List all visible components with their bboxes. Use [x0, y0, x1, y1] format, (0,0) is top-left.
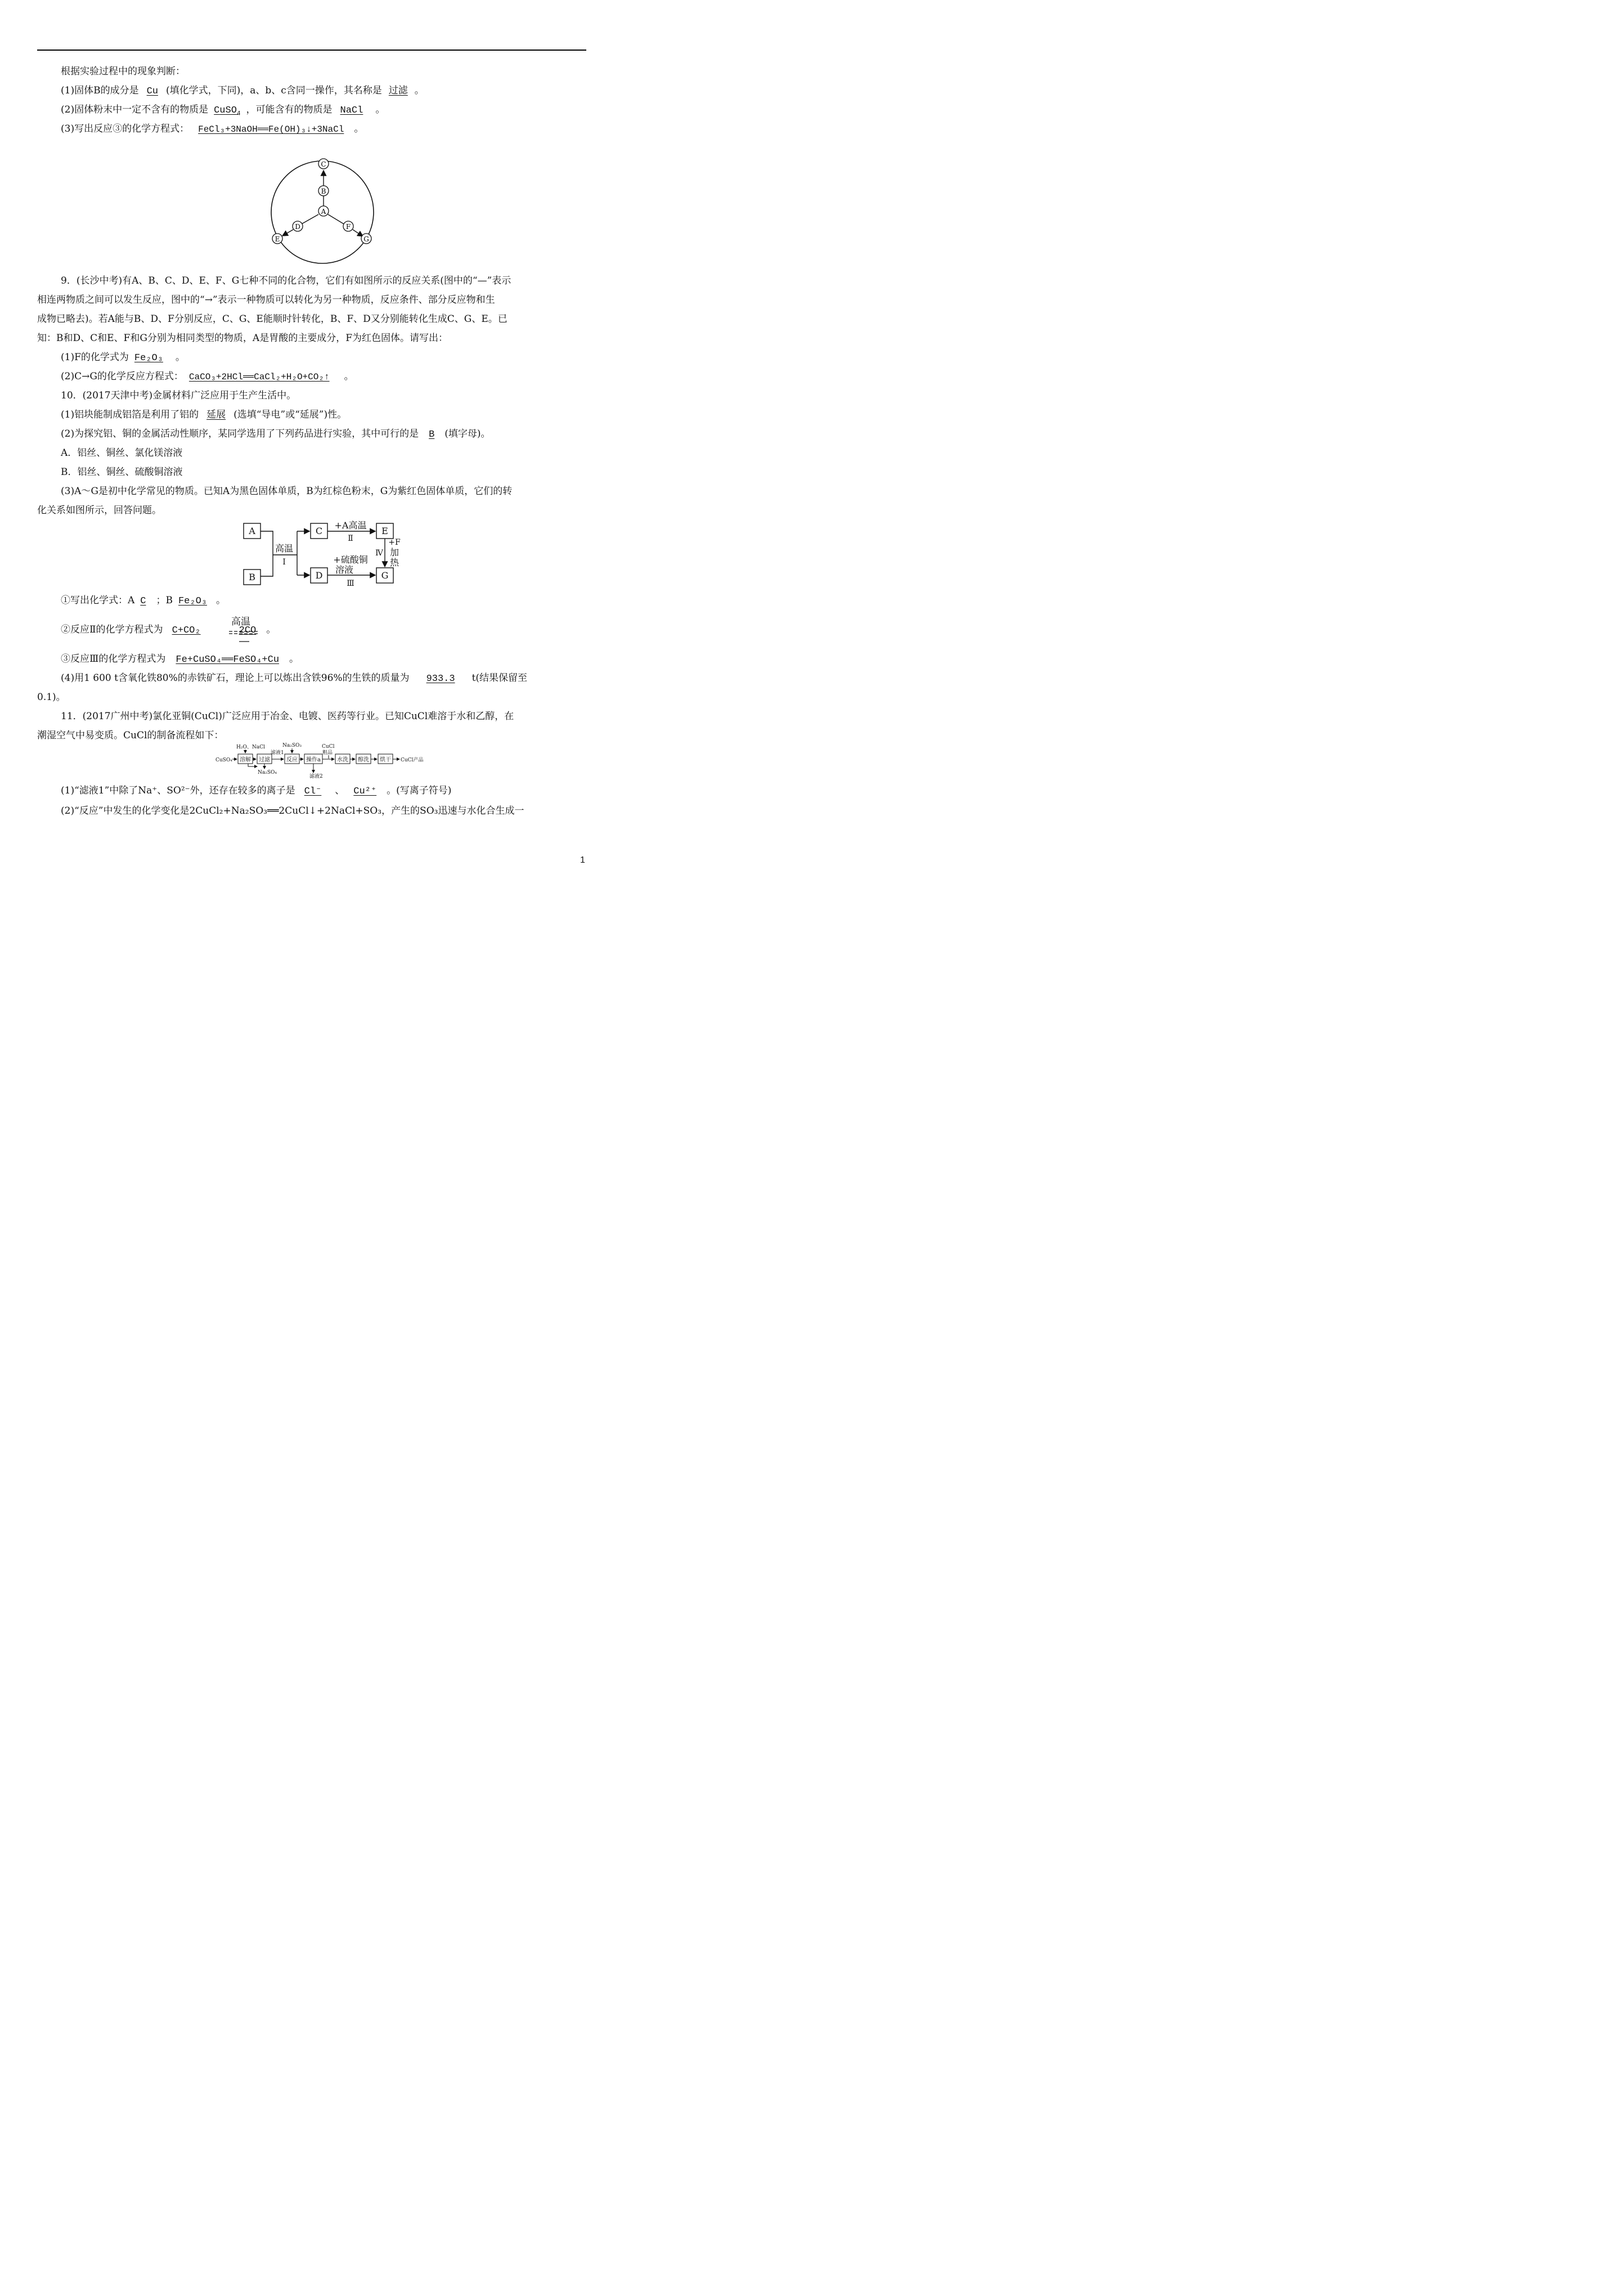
answer-b-fe2o3: Fe₂O₃: [178, 596, 207, 607]
svg-text:滤液1: 滤液1: [271, 750, 284, 756]
svg-text:CuCl: CuCl: [322, 744, 335, 750]
svg-text:B: B: [321, 187, 326, 195]
cond-ii: +A高温: [334, 520, 367, 531]
svg-text:Ⅰ: Ⅰ: [282, 558, 286, 567]
cucl-process-flow: [0, 0, 622, 788]
svg-text:烘干: 烘干: [380, 757, 391, 763]
q8-part2: (2)固体粉末中一定不含有的物质是 CuSO$_4$ ，可能含有的物质是 NaCl 。: [61, 104, 385, 118]
q11-line2: 潮湿空气中易变质。CuCl的制备流程如下：: [37, 730, 224, 741]
q10-part1: (1)铝块能制成铝箔是利用了铝的 延展 (选填“导电”或“延展”)性。: [61, 409, 347, 420]
q9-line1: 9．(长沙中考)有A、B、C、D、E、F、G七种不同的化合物，它们有如图所示的反应关系(图中的“—”表示: [61, 275, 511, 286]
svg-text:H₂O、NaCl: H₂O、NaCl: [236, 745, 265, 750]
q9-part2: (2)C→G的化学反应方程式： CaCO₃+2HCl══CaCl₂+H₂O+CO₂↑ 。: [61, 371, 354, 382]
svg-text:Na₂SO₄: Na₂SO₄: [258, 770, 277, 775]
answer-cu-ion: Cu²⁺: [353, 786, 377, 797]
svg-text:E: E: [381, 526, 388, 536]
cond-i: 高温: [275, 543, 294, 554]
answer-eq-cg: CaCO₃+2HCl══CaCl₂+H₂O+CO₂↑: [188, 372, 330, 382]
q10-part4: (4)用1 600 t含氧化铁80%的赤铁矿石，理论上可以炼出含铁96%的生铁的质量为 933.3 t(结果保留至: [61, 672, 528, 684]
answer-eq2-left: C+CO₂: [172, 625, 201, 636]
answer-cl-ion: Cl⁻: [304, 786, 322, 797]
svg-text:反应: 反应: [286, 757, 298, 763]
svg-text:Ⅱ: Ⅱ: [348, 534, 353, 543]
q11-part2: (2)“反应”中发生的化学变化是2CuCl₂+Na₂SO₃══2CuCl↓+2NaCl+SO₃，产生的SO₃迅速与水化合生成一: [61, 805, 524, 817]
svg-text:G: G: [363, 235, 369, 243]
q9-part1: (1)F的化学式为 Fe₂O₃ 。: [61, 352, 185, 364]
q10-part3-line2: 化关系如图所示，回答问题。: [37, 505, 161, 516]
svg-text:过滤: 过滤: [259, 757, 270, 763]
q11-line1: 11．(2017广州中考)氯化亚铜(CuCl)广泛应用于冶金、电镀、医药等行业。已知CuCl难溶于水和乙醇，在: [61, 711, 514, 722]
answer-a-c: C: [140, 596, 146, 607]
q10-option-b: B．铝丝、铜丝、硫酸铜溶液: [61, 467, 183, 478]
answer-ductility: 延展: [206, 409, 226, 420]
svg-text:Na₂SO₃: Na₂SO₃: [282, 743, 302, 748]
eq2-condition: 高温: [231, 616, 250, 627]
answer-filter: 过滤: [388, 85, 408, 96]
answer-nacl: NaCl: [340, 105, 363, 116]
svg-text:A: A: [249, 526, 255, 536]
answer-cu: Cu: [146, 86, 158, 97]
answer-eq3: FeCl₃+3NaOH══Fe(OH)₃↓+3NaCl: [198, 124, 344, 134]
svg-text:加: 加: [389, 547, 399, 558]
svg-text:A: A: [321, 208, 326, 216]
q10-part3-line1: (3)A～G是初中化学常见的物质。已知A为黑色固体单质，B为红棕色粉末，G为紫红色固体单质，它们的转: [61, 486, 513, 497]
q8-part1: (1)固体B的成分是 Cu (填化学式，下同)，a、b、c含同一操作，其名称是 过滤 。: [61, 85, 424, 97]
cond-iii-1: +硫酸铜: [333, 554, 368, 565]
q10-part4-line2: 0.1)。: [37, 692, 66, 703]
answer-mass: 933.3: [426, 674, 455, 684]
q9-line3: 成物已略去)。若A能与B、D、F分别反应，C、G、E能顺时针转化，B、F、D又分别能转化生成C、G、E。已: [37, 313, 508, 325]
answer-cuso4: CuSO$_4$: [214, 105, 241, 118]
answer-eq2-right: 2CO: [239, 625, 257, 636]
q10-sub1: ①写出化学式：A C ；B Fe₂O₃ 。: [61, 595, 226, 607]
q8-part3: (3)写出反应③的化学方程式： FeCl₃+3NaOH══Fe(OH)₃↓+3NaCl 。: [61, 123, 364, 134]
svg-text:E: E: [275, 235, 280, 243]
svg-text:G: G: [381, 570, 389, 581]
svg-text:D: D: [295, 223, 300, 231]
intro-text: 根据实验过程中的现象判断：: [61, 66, 185, 77]
answer-fe2o3: Fe₂O₃: [134, 353, 163, 364]
answer-b: B: [429, 429, 435, 440]
page-number: 1: [580, 855, 585, 865]
answer-eq3-fe: Fe+CuSO₄══FeSO₄+Cu: [176, 654, 280, 665]
q10-part2: (2)为探究铝、铜的金属活动性顺序，某同学选用了下列药品进行实验，其中可行的是 B (填字母)。: [61, 428, 491, 440]
q10-option-a: A．铝丝、铜丝、氯化镁溶液: [61, 447, 183, 459]
q10-title: 10．(2017天津中考)金属材料广泛应用于生产生活中。: [61, 390, 297, 401]
svg-text:Ⅳ: Ⅳ: [375, 549, 383, 558]
svg-text:醇洗: 醇洗: [358, 757, 369, 763]
q10-sub3: ③反应Ⅲ的化学方程式为 Fe+CuSO₄══FeSO₄+Cu 。: [61, 653, 299, 665]
svg-text:Ⅲ: Ⅲ: [347, 579, 354, 588]
svg-text:D: D: [315, 570, 323, 581]
svg-text:+F: +F: [388, 538, 401, 547]
svg-text:C: C: [315, 526, 323, 536]
svg-text:溶解: 溶解: [240, 757, 251, 763]
q9-line2: 相连两物质之间可以发生反应，图中的“→”表示一种物质可以转化为另一种物质，反应条件、部分反应物和生: [37, 294, 495, 306]
svg-text:CuSO₄: CuSO₄: [215, 757, 232, 763]
svg-text:粗品: 粗品: [322, 750, 333, 756]
q9-line4: 知：B和D、C和E、F和G分别为相同类型的物质，A是胃酸的主要成分，F为红色固体。请写出：: [37, 333, 448, 344]
svg-text:F: F: [345, 223, 351, 231]
q11-part1: (1)“滤液1”中除了Na⁺、SO²⁻外，还存在较多的离子是 Cl⁻ 、 Cu²⁺ 。(写离子符号): [61, 785, 452, 797]
svg-text:热: 热: [389, 557, 399, 568]
svg-text:B: B: [249, 572, 255, 582]
svg-text:滤液2: 滤液2: [309, 774, 323, 779]
svg-text:CuCl产品: CuCl产品: [401, 757, 424, 763]
svg-text:水洗: 水洗: [337, 757, 348, 763]
svg-text:操作a: 操作a: [306, 757, 321, 763]
cond-iii-2: 溶液: [335, 564, 354, 575]
svg-text:C: C: [321, 160, 326, 168]
q10-sub2: ②反应Ⅱ的化学方程式为 C+CO₂ 2CO 。: [61, 624, 276, 636]
